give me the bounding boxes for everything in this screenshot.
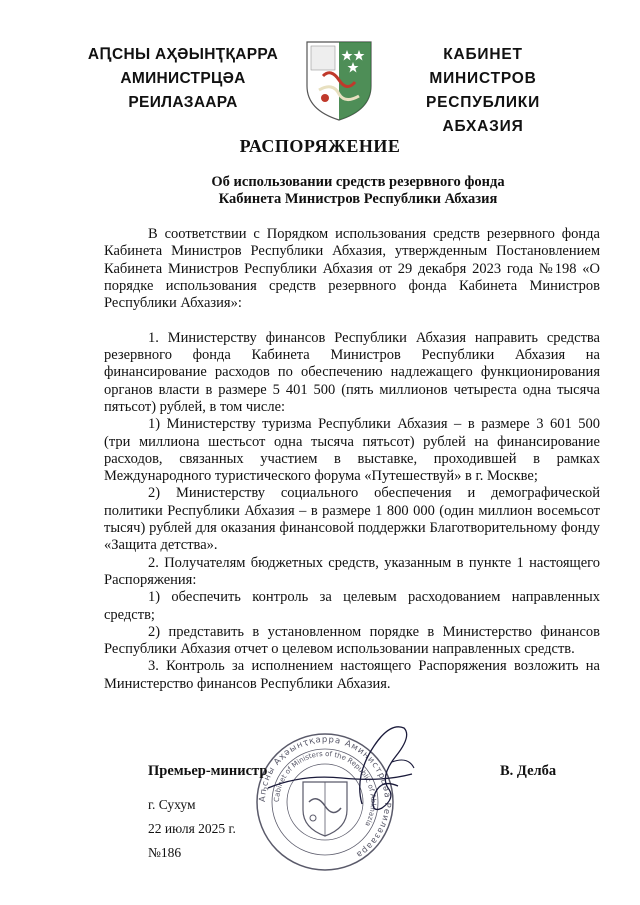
document-subtitle	[0, 174, 640, 208]
place-of-issue: г. Сухум	[148, 797, 196, 812]
seal-inner-text: Cabinet of Ministers of the Republic of Abkhazia	[272, 749, 378, 828]
header-right-line2: РЕСПУБЛИКИ АБХАЗИЯ	[425, 94, 541, 135]
header-right-line1: КАБИНЕТ МИНИСТРОВ	[429, 46, 537, 87]
clause-1-item-1: 1) Министерству туризма Республики Абхазия – в размере 3 601 500 (три миллиона шестьсот одна тысяча пятьсот) рублей на финансирование расходов, связанных участием в выставке, проходившей в рамках Международного туристического форума «Путешествуй» в г. Москве;	[104, 416, 600, 485]
subtitle-line2: Кабинета Министров Республики Абхазия	[218, 191, 498, 207]
issue-date: 22 июля 2025 г.	[148, 821, 236, 836]
clause-2: 2. Получателям бюджетных средств, указанным в пункте 1 настоящего Распоряжения:	[104, 554, 600, 588]
clause-2-item-2: 2) представить в установленном порядке в Министерство финансов Республики Абхазия отчет о целевом использовании направленных средств.	[104, 623, 600, 658]
clause-2-item-1: 1) обеспечить контроль за целевым расходованием направленных средств;	[104, 589, 600, 623]
signature-scribble-icon	[262, 716, 422, 816]
clause-1-item-2: 2) Министерству социального обеспечения и демографической политики Республики Абхазия – в размере 1 800 000 (один миллион восемьсот тысяч) рублей для оказания финансовой поддержки Благотворительному фонду «Защита детства».	[104, 485, 600, 554]
document-number: №186	[148, 845, 182, 860]
state-emblem-icon	[303, 38, 375, 122]
clause-3: 3. Контроль за исполнением настоящего Распоряжения возложить на Министерство финансов Республики Абхазия.	[104, 658, 600, 692]
header-left	[74, 43, 292, 115]
header-left-line1: АԤСНЫ АҲӘЫНҬҚАРРА	[87, 46, 279, 63]
clause-1: 1. Министерству финансов Республики Абхазия направить средства резервного фонда Кабинета Министров Республики Абхазия на финансирование расходов по обеспечению надлежащего функционирования органов власти в размере 5 401 500 (пять миллионов четыреста одна тысяча пятьсот) рублей, в том числе:	[104, 329, 600, 415]
seal-outer-text: Аҧсны Аҳәынҭқарра Аминистрцәа Реилазаара	[257, 734, 393, 860]
signatory-position: Премьер-министр	[148, 763, 268, 779]
header-left-line2: АМИНИСТРЦӘА РЕИЛАЗААРА	[120, 70, 246, 111]
document-body	[104, 226, 600, 693]
intro-paragraph: В соответствии с Порядком использования средств резервного фонда Кабинета Министров Республики Абхазия, утвержденным Постановлением Кабинета Министров Республики Абхазия от 29 декабря 2023 года №198 «О порядке использования средств резервного фонда Кабинета Министров Республики Абхазия»:	[104, 226, 600, 312]
subtitle-line1: Об использовании средств резервного фонда	[211, 174, 505, 190]
signatory-name: В. Делба	[500, 763, 557, 779]
document-title: РАСПОРЯЖЕНИЕ	[239, 136, 401, 156]
header-right	[388, 43, 578, 139]
